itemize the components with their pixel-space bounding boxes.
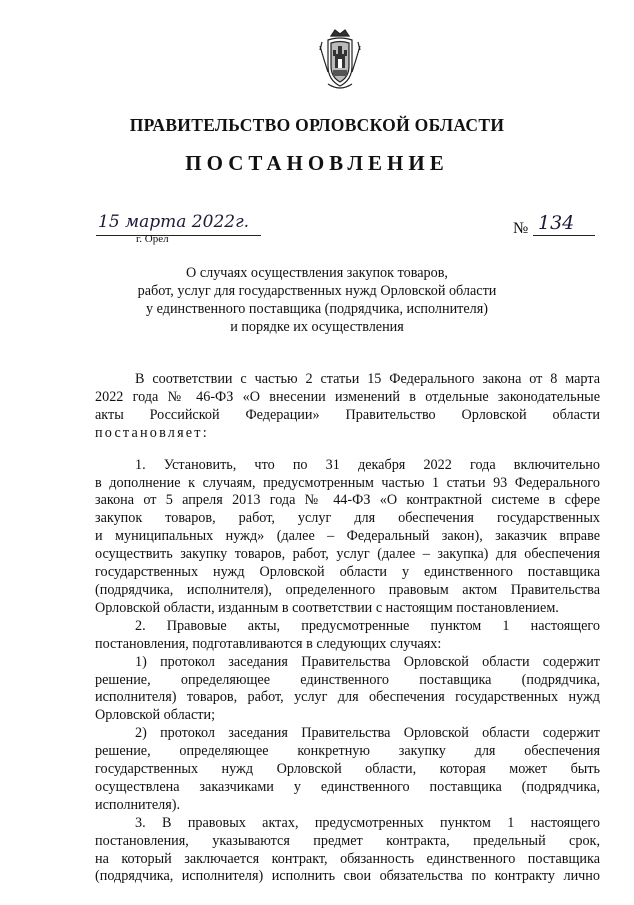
text-line: Орловской области; xyxy=(95,707,216,724)
text-line: 2. Правовые акты, предусмотренные пунктом 1 настоящего xyxy=(135,617,600,634)
text-line: на который заключается контракт, обязанность единственного поставщика xyxy=(95,850,600,867)
date-handwritten: 15 марта 2022г. xyxy=(98,212,250,232)
text-line: акты Российской Федерации» Правительство Орловской области xyxy=(95,406,600,423)
number-handwritten: 134 xyxy=(538,212,575,234)
title-line: и порядке их осуществления xyxy=(230,319,404,335)
resolves-word: постановляет: xyxy=(95,424,209,441)
number-underline xyxy=(533,235,595,236)
text-line: 2022 года № 46-ФЗ «О внесении изменений в отдельные законодательные xyxy=(95,388,600,405)
coat-of-arms-icon xyxy=(318,26,362,92)
text-line: закупок товаров, работ, услуг для обеспечения государственных xyxy=(95,510,600,527)
text-line: постановления, указываются предмет контракта, предельный срок, xyxy=(95,832,600,849)
title-line: у единственного поставщика (подрядчика, исполнителя) xyxy=(145,301,489,317)
government-name: ПРАВИТЕЛЬСТВО ОРЛОВСКОЙ ОБЛАСТИ xyxy=(129,115,505,135)
text-line: 1. Установить, что по 31 декабря 2022 года включительно xyxy=(135,456,600,473)
text-line: Орловской области, изданным в соответствии с настоящим постановлением. xyxy=(95,599,559,616)
text-line: (подрядчика, исполнителя) исполнить свои обязательства по контракту лично xyxy=(95,868,600,885)
title-line: О случаях осуществления закупок товаров, xyxy=(186,265,448,281)
text-line: закона от 5 апреля 2013 года № 44-ФЗ «О контрактной системе в сфере xyxy=(95,492,600,509)
document-title xyxy=(0,264,634,336)
text-line: исполнителя) товаров, работ, услуг для обеспечения государственных нужд xyxy=(95,689,600,706)
text-line: государственных нужд Орловской области, которая может быть xyxy=(95,761,600,778)
text-line: и муниципальных нужд» (далее – Федеральный закон), заказчик вправе xyxy=(95,528,600,545)
text-line: осуществлена заказчиками у единственного поставщика (подрядчика, xyxy=(95,778,600,795)
text-line: государственных нужд Орловской области у единственного поставщика xyxy=(95,564,600,581)
text-line: решение, определяющее единственного поставщика (подрядчика, xyxy=(95,671,600,688)
text-line: решение, определяющее конкретную закупку для обеспечения xyxy=(95,743,600,760)
number-label: № xyxy=(513,220,529,237)
date-underline xyxy=(96,235,261,236)
document-type: ПОСТАНОВЛЕНИЕ xyxy=(185,151,449,175)
city-label: г. Орёл xyxy=(136,233,169,245)
text-line: 1) протокол заседания Правительства Орловской области содержит xyxy=(135,653,600,670)
document-body xyxy=(95,371,600,886)
text-line: постановления, подготавливаются в следующих случаях: xyxy=(95,635,442,652)
title-line: работ, услуг для государственных нужд Орловской области xyxy=(137,283,497,299)
text-line: в дополнение к случаям, предусмотренным частью 1 статьи 93 Федерального xyxy=(95,474,600,491)
text-line: исполнителя). xyxy=(95,796,181,813)
text-line: осуществить закупку товаров, работ, услуг (далее – закупка) для обеспечения xyxy=(95,546,600,563)
text-line: (подрядчика, исполнителя), определенного правовым актом Правительства xyxy=(95,581,600,598)
text-line: В соответствии с частью 2 статьи 15 Федерального закона от 8 марта xyxy=(135,371,600,387)
text-line: 2) протокол заседания Правительства Орловской области содержит xyxy=(135,725,600,742)
text-line: 3. В правовых актах, предусмотренных пунктом 1 настоящего xyxy=(135,814,600,831)
